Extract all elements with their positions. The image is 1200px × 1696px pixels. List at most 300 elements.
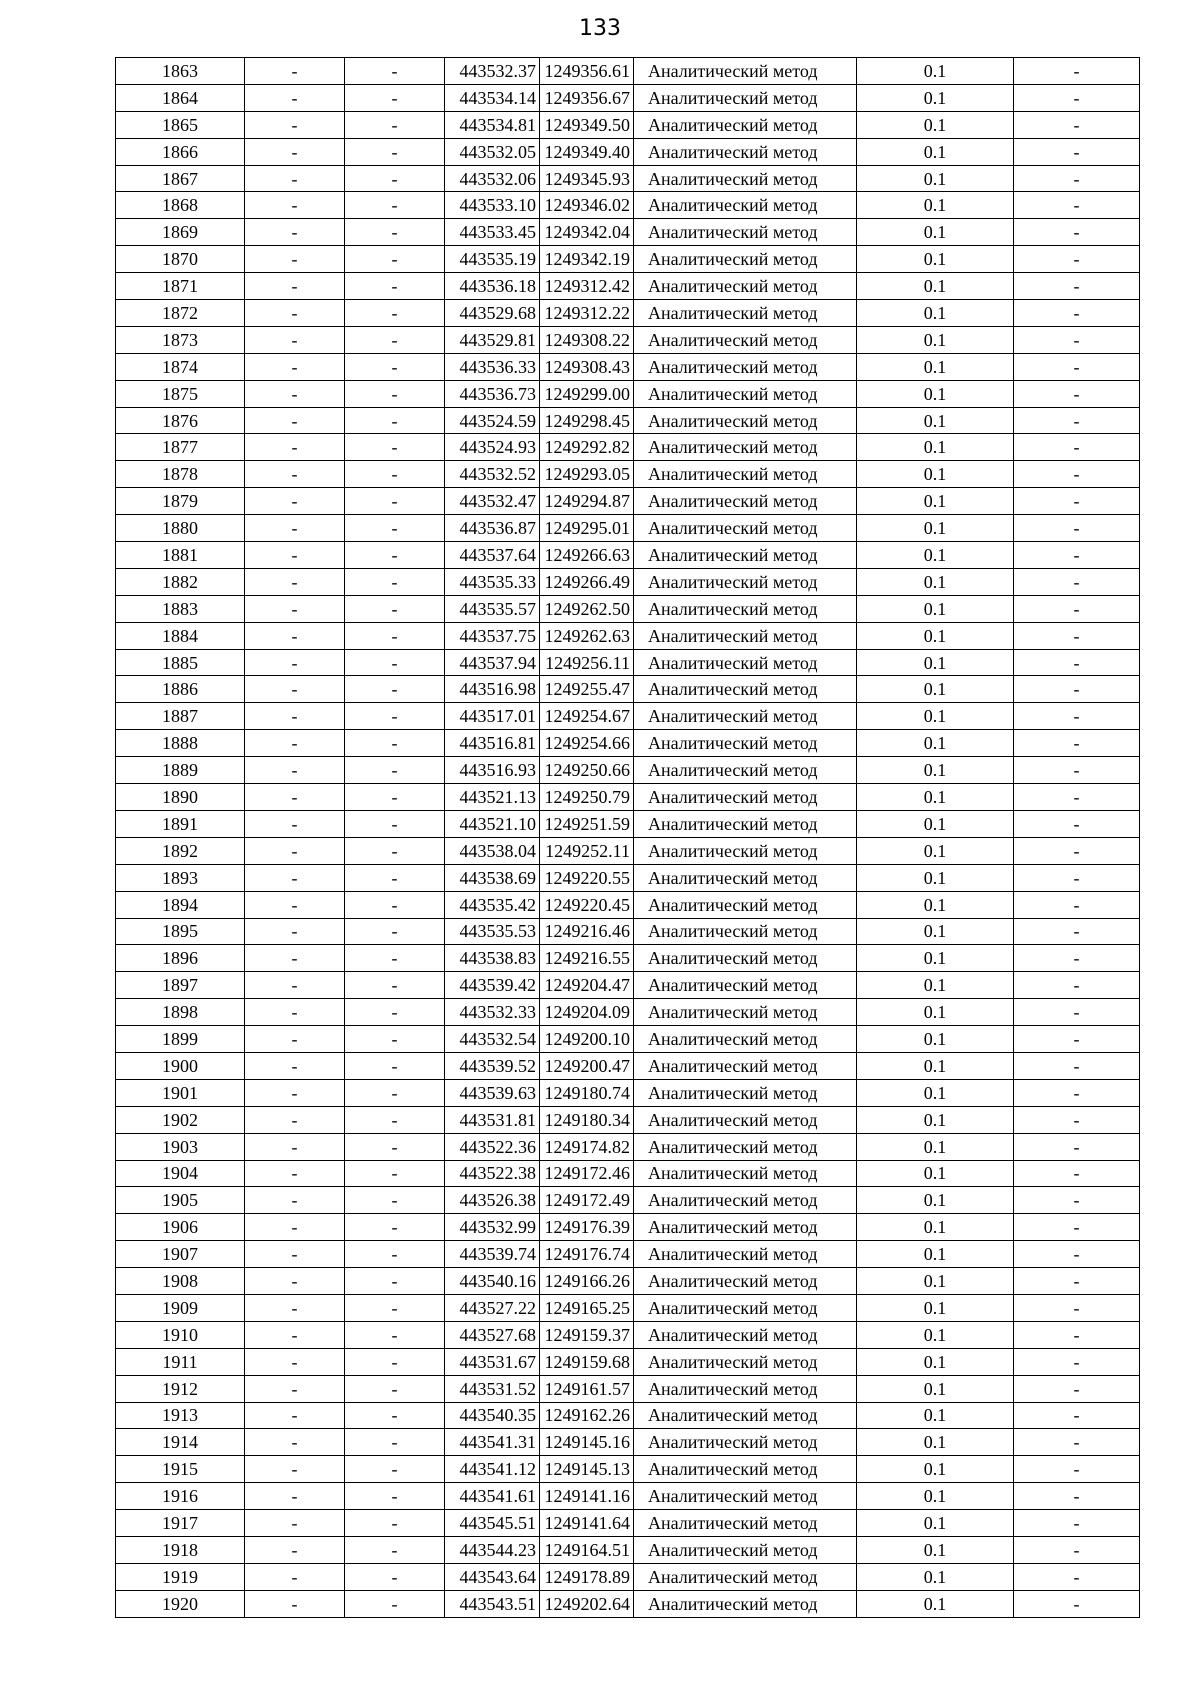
y-coordinate-cell: 1249165.25 [540,1294,634,1321]
precision-cell: 0.1 [857,380,1014,407]
precision-cell: 0.1 [857,273,1014,300]
method-cell: Аналитический метод [634,730,857,757]
empty-cell: - [345,1536,445,1563]
table-row [116,1510,1140,1537]
method-cell: Аналитический метод [634,757,857,784]
point-number-cell: 1904 [116,1160,245,1187]
method-cell: Аналитический метод [634,1052,857,1079]
precision-cell: 0.1 [857,1348,1014,1375]
empty-cell: - [245,568,345,595]
method-cell: Аналитический метод [634,1375,857,1402]
point-number-cell: 1896 [116,945,245,972]
x-coordinate-cell: 443533.45 [445,219,540,246]
empty-cell: - [245,1375,345,1402]
empty-cell: - [345,1294,445,1321]
y-coordinate-cell: 1249292.82 [540,434,634,461]
method-cell: Аналитический метод [634,945,857,972]
table-row [116,1536,1140,1563]
table-row [116,1294,1140,1321]
x-coordinate-cell: 443524.59 [445,407,540,434]
empty-cell: - [345,1106,445,1133]
point-number-cell: 1882 [116,568,245,595]
empty-cell: - [1014,380,1140,407]
empty-cell: - [1014,326,1140,353]
empty-cell: - [345,864,445,891]
y-coordinate-cell: 1249159.37 [540,1321,634,1348]
empty-cell: - [245,1456,345,1483]
empty-cell: - [1014,434,1140,461]
precision-cell: 0.1 [857,1536,1014,1563]
empty-cell: - [345,1590,445,1617]
y-coordinate-cell: 1249159.68 [540,1348,634,1375]
method-cell: Аналитический метод [634,1241,857,1268]
empty-cell: - [245,1402,345,1429]
table-row [116,300,1140,327]
point-number-cell: 1899 [116,1026,245,1053]
point-number-cell: 1870 [116,246,245,273]
table-row [116,1348,1140,1375]
precision-cell: 0.1 [857,165,1014,192]
empty-cell: - [245,1026,345,1053]
precision-cell: 0.1 [857,972,1014,999]
table-row [116,515,1140,542]
empty-cell: - [245,1052,345,1079]
point-number-cell: 1876 [116,407,245,434]
point-number-cell: 1865 [116,111,245,138]
table-row [116,1187,1140,1214]
empty-cell: - [345,1321,445,1348]
empty-cell: - [245,165,345,192]
table-row [116,837,1140,864]
empty-cell: - [345,1241,445,1268]
empty-cell: - [1014,622,1140,649]
method-cell: Аналитический метод [634,1348,857,1375]
precision-cell: 0.1 [857,1026,1014,1053]
empty-cell: - [345,837,445,864]
empty-cell: - [345,622,445,649]
empty-cell: - [245,380,345,407]
empty-cell: - [1014,246,1140,273]
x-coordinate-cell: 443535.42 [445,891,540,918]
empty-cell: - [245,1214,345,1241]
point-number-cell: 1914 [116,1429,245,1456]
y-coordinate-cell: 1249200.10 [540,1026,634,1053]
table-row [116,595,1140,622]
table-row [116,1160,1140,1187]
precision-cell: 0.1 [857,837,1014,864]
y-coordinate-cell: 1249342.04 [540,219,634,246]
method-cell: Аналитический метод [634,461,857,488]
empty-cell: - [1014,730,1140,757]
y-coordinate-cell: 1249164.51 [540,1536,634,1563]
table-row [116,246,1140,273]
y-coordinate-cell: 1249220.55 [540,864,634,891]
precision-cell: 0.1 [857,219,1014,246]
x-coordinate-cell: 443526.38 [445,1187,540,1214]
empty-cell: - [1014,568,1140,595]
precision-cell: 0.1 [857,192,1014,219]
empty-cell: - [345,353,445,380]
x-coordinate-cell: 443531.52 [445,1375,540,1402]
point-number-cell: 1881 [116,542,245,569]
x-coordinate-cell: 443516.93 [445,757,540,784]
empty-cell: - [1014,649,1140,676]
y-coordinate-cell: 1249141.64 [540,1510,634,1537]
empty-cell: - [345,380,445,407]
empty-cell: - [1014,1510,1140,1537]
table-row [116,1429,1140,1456]
y-coordinate-cell: 1249345.93 [540,165,634,192]
empty-cell: - [1014,1106,1140,1133]
table-row [116,380,1140,407]
table-row [116,1456,1140,1483]
method-cell: Аналитический метод [634,1106,857,1133]
y-coordinate-cell: 1249220.45 [540,891,634,918]
empty-cell: - [345,461,445,488]
x-coordinate-cell: 443545.51 [445,1510,540,1537]
empty-cell: - [1014,138,1140,165]
precision-cell: 0.1 [857,1133,1014,1160]
empty-cell: - [1014,407,1140,434]
empty-cell: - [345,918,445,945]
precision-cell: 0.1 [857,810,1014,837]
empty-cell: - [245,434,345,461]
empty-cell: - [1014,595,1140,622]
point-number-cell: 1918 [116,1536,245,1563]
empty-cell: - [245,918,345,945]
empty-cell: - [245,595,345,622]
y-coordinate-cell: 1249299.00 [540,380,634,407]
y-coordinate-cell: 1249308.22 [540,326,634,353]
table-row [116,192,1140,219]
empty-cell: - [245,300,345,327]
table-row [116,407,1140,434]
empty-cell: - [245,542,345,569]
empty-cell: - [345,595,445,622]
method-cell: Аналитический метод [634,192,857,219]
empty-cell: - [245,676,345,703]
y-coordinate-cell: 1249180.74 [540,1079,634,1106]
x-coordinate-cell: 443538.04 [445,837,540,864]
method-cell: Аналитический метод [634,1402,857,1429]
empty-cell: - [345,730,445,757]
empty-cell: - [245,837,345,864]
point-number-cell: 1890 [116,784,245,811]
empty-cell: - [345,488,445,515]
x-coordinate-cell: 443529.81 [445,326,540,353]
precision-cell: 0.1 [857,622,1014,649]
point-number-cell: 1909 [116,1294,245,1321]
empty-cell: - [245,58,345,85]
empty-cell: - [1014,1133,1140,1160]
x-coordinate-cell: 443537.94 [445,649,540,676]
empty-cell: - [245,219,345,246]
precision-cell: 0.1 [857,1563,1014,1590]
x-coordinate-cell: 443541.12 [445,1456,540,1483]
precision-cell: 0.1 [857,353,1014,380]
empty-cell: - [1014,84,1140,111]
empty-cell: - [245,1187,345,1214]
method-cell: Аналитический метод [634,1079,857,1106]
x-coordinate-cell: 443535.19 [445,246,540,273]
x-coordinate-cell: 443541.61 [445,1483,540,1510]
empty-cell: - [345,515,445,542]
method-cell: Аналитический метод [634,1294,857,1321]
table-row [116,219,1140,246]
y-coordinate-cell: 1249294.87 [540,488,634,515]
y-coordinate-cell: 1249298.45 [540,407,634,434]
empty-cell: - [345,219,445,246]
x-coordinate-cell: 443534.14 [445,84,540,111]
precision-cell: 0.1 [857,1510,1014,1537]
table-row [116,461,1140,488]
empty-cell: - [245,246,345,273]
precision-cell: 0.1 [857,1241,1014,1268]
empty-cell: - [345,1402,445,1429]
point-number-cell: 1873 [116,326,245,353]
empty-cell: - [345,542,445,569]
x-coordinate-cell: 443532.47 [445,488,540,515]
empty-cell: - [245,784,345,811]
x-coordinate-cell: 443538.69 [445,864,540,891]
y-coordinate-cell: 1249356.61 [540,58,634,85]
table-row [116,165,1140,192]
empty-cell: - [245,1160,345,1187]
empty-cell: - [1014,1536,1140,1563]
empty-cell: - [1014,1348,1140,1375]
empty-cell: - [345,649,445,676]
empty-cell: - [345,434,445,461]
precision-cell: 0.1 [857,568,1014,595]
empty-cell: - [345,1079,445,1106]
empty-cell: - [345,1563,445,1590]
empty-cell: - [245,1268,345,1295]
table-row [116,326,1140,353]
method-cell: Аналитический метод [634,918,857,945]
empty-cell: - [245,273,345,300]
empty-cell: - [1014,1375,1140,1402]
empty-cell: - [345,1052,445,1079]
empty-cell: - [345,945,445,972]
empty-cell: - [345,1510,445,1537]
y-coordinate-cell: 1249254.67 [540,703,634,730]
y-coordinate-cell: 1249174.82 [540,1133,634,1160]
precision-cell: 0.1 [857,111,1014,138]
empty-cell: - [1014,972,1140,999]
empty-cell: - [1014,1483,1140,1510]
table-row [116,891,1140,918]
y-coordinate-cell: 1249141.16 [540,1483,634,1510]
empty-cell: - [1014,1402,1140,1429]
empty-cell: - [345,568,445,595]
x-coordinate-cell: 443538.83 [445,945,540,972]
y-coordinate-cell: 1249250.66 [540,757,634,784]
y-coordinate-cell: 1249262.63 [540,622,634,649]
x-coordinate-cell: 443537.75 [445,622,540,649]
x-coordinate-cell: 443536.73 [445,380,540,407]
empty-cell: - [1014,1429,1140,1456]
method-cell: Аналитический метод [634,273,857,300]
precision-cell: 0.1 [857,1375,1014,1402]
empty-cell: - [1014,1241,1140,1268]
method-cell: Аналитический метод [634,1456,857,1483]
precision-cell: 0.1 [857,1294,1014,1321]
x-coordinate-cell: 443535.53 [445,918,540,945]
empty-cell: - [1014,515,1140,542]
y-coordinate-cell: 1249254.66 [540,730,634,757]
y-coordinate-cell: 1249200.47 [540,1052,634,1079]
method-cell: Аналитический метод [634,1429,857,1456]
precision-cell: 0.1 [857,434,1014,461]
point-number-cell: 1917 [116,1510,245,1537]
table-row [116,1375,1140,1402]
precision-cell: 0.1 [857,58,1014,85]
x-coordinate-cell: 443541.31 [445,1429,540,1456]
empty-cell: - [345,972,445,999]
precision-cell: 0.1 [857,1483,1014,1510]
empty-cell: - [245,999,345,1026]
method-cell: Аналитический метод [634,407,857,434]
method-cell: Аналитический метод [634,58,857,85]
point-number-cell: 1875 [116,380,245,407]
x-coordinate-cell: 443539.74 [445,1241,540,1268]
empty-cell: - [1014,1052,1140,1079]
point-number-cell: 1903 [116,1133,245,1160]
empty-cell: - [245,1348,345,1375]
method-cell: Аналитический метод [634,703,857,730]
point-number-cell: 1887 [116,703,245,730]
point-number-cell: 1880 [116,515,245,542]
empty-cell: - [345,300,445,327]
point-number-cell: 1884 [116,622,245,649]
table-row [116,784,1140,811]
method-cell: Аналитический метод [634,1133,857,1160]
method-cell: Аналитический метод [634,1510,857,1537]
method-cell: Аналитический метод [634,1590,857,1617]
precision-cell: 0.1 [857,300,1014,327]
empty-cell: - [245,1536,345,1563]
precision-cell: 0.1 [857,1106,1014,1133]
empty-cell: - [1014,488,1140,515]
table-row [116,1241,1140,1268]
point-number-cell: 1900 [116,1052,245,1079]
empty-cell: - [345,1187,445,1214]
method-cell: Аналитический метод [634,784,857,811]
empty-cell: - [345,1375,445,1402]
method-cell: Аналитический метод [634,595,857,622]
point-number-cell: 1892 [116,837,245,864]
page-number: 133 [579,16,621,41]
y-coordinate-cell: 1249293.05 [540,461,634,488]
empty-cell: - [1014,353,1140,380]
method-cell: Аналитический метод [634,326,857,353]
empty-cell: - [345,1456,445,1483]
empty-cell: - [345,891,445,918]
point-number-cell: 1908 [116,1268,245,1295]
precision-cell: 0.1 [857,757,1014,784]
empty-cell: - [1014,1321,1140,1348]
y-coordinate-cell: 1249251.59 [540,810,634,837]
y-coordinate-cell: 1249262.50 [540,595,634,622]
empty-cell: - [1014,1079,1140,1106]
method-cell: Аналитический метод [634,1160,857,1187]
empty-cell: - [1014,864,1140,891]
table-row [116,1079,1140,1106]
precision-cell: 0.1 [857,864,1014,891]
empty-cell: - [345,273,445,300]
point-number-cell: 1897 [116,972,245,999]
empty-cell: - [345,1026,445,1053]
empty-cell: - [245,407,345,434]
point-number-cell: 1893 [116,864,245,891]
empty-cell: - [345,58,445,85]
x-coordinate-cell: 443532.06 [445,165,540,192]
empty-cell: - [1014,891,1140,918]
table-row [116,703,1140,730]
empty-cell: - [1014,461,1140,488]
empty-cell: - [345,1268,445,1295]
empty-cell: - [1014,999,1140,1026]
empty-cell: - [245,891,345,918]
point-number-cell: 1898 [116,999,245,1026]
point-number-cell: 1879 [116,488,245,515]
precision-cell: 0.1 [857,1321,1014,1348]
precision-cell: 0.1 [857,730,1014,757]
empty-cell: - [245,353,345,380]
empty-cell: - [245,1294,345,1321]
precision-cell: 0.1 [857,138,1014,165]
empty-cell: - [1014,165,1140,192]
table-row [116,273,1140,300]
empty-cell: - [1014,784,1140,811]
empty-cell: - [245,515,345,542]
point-number-cell: 1912 [116,1375,245,1402]
table-row [116,434,1140,461]
x-coordinate-cell: 443521.13 [445,784,540,811]
precision-cell: 0.1 [857,1402,1014,1429]
point-number-cell: 1911 [116,1348,245,1375]
empty-cell: - [1014,111,1140,138]
empty-cell: - [245,84,345,111]
table-row [116,1563,1140,1590]
empty-cell: - [1014,1160,1140,1187]
empty-cell: - [345,999,445,1026]
table-row [116,1052,1140,1079]
empty-cell: - [245,1133,345,1160]
x-coordinate-cell: 443529.68 [445,300,540,327]
method-cell: Аналитический метод [634,219,857,246]
table-row [116,1268,1140,1295]
y-coordinate-cell: 1249161.57 [540,1375,634,1402]
y-coordinate-cell: 1249356.67 [540,84,634,111]
empty-cell: - [345,192,445,219]
method-cell: Аналитический метод [634,1187,857,1214]
x-coordinate-cell: 443531.81 [445,1106,540,1133]
y-coordinate-cell: 1249349.40 [540,138,634,165]
y-coordinate-cell: 1249166.26 [540,1268,634,1295]
empty-cell: - [1014,1214,1140,1241]
y-coordinate-cell: 1249216.55 [540,945,634,972]
y-coordinate-cell: 1249295.01 [540,515,634,542]
precision-cell: 0.1 [857,1590,1014,1617]
y-coordinate-cell: 1249172.46 [540,1160,634,1187]
empty-cell: - [1014,542,1140,569]
y-coordinate-cell: 1249176.39 [540,1214,634,1241]
precision-cell: 0.1 [857,1429,1014,1456]
method-cell: Аналитический метод [634,1321,857,1348]
empty-cell: - [245,730,345,757]
precision-cell: 0.1 [857,703,1014,730]
